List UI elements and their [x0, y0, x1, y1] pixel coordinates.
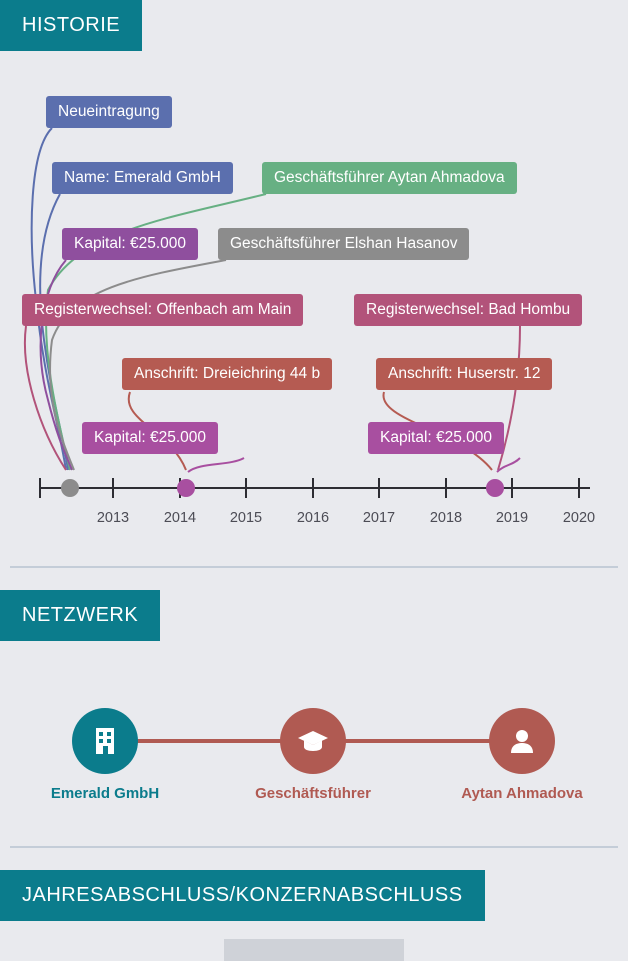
event-label-geschaeftsfuehrer-elshan[interactable]: Geschäftsführer Elshan Hasanov [218, 228, 469, 260]
network-node-company[interactable] [72, 708, 138, 774]
event-label-neueintragung[interactable]: Neueintragung [46, 96, 172, 128]
jahresabschluss-section [0, 870, 628, 961]
network-node-label-person: Aytan Ahmadova [461, 785, 583, 802]
network-node-label-role: Geschäftsführer [255, 785, 371, 802]
event-label-name[interactable]: Name: Emerald GmbH [52, 162, 233, 194]
axis-year-2017: 2017 [362, 510, 396, 526]
axis-year-2016: 2016 [296, 510, 330, 526]
event-label-registerwechsel-bad-homburg[interactable]: Registerwechsel: Bad Hombu [354, 294, 582, 326]
divider-2 [10, 846, 618, 848]
divider-1 [10, 566, 618, 568]
axis-year-2015: 2015 [229, 510, 263, 526]
event-label-anschrift-huserstr[interactable]: Anschrift: Huserstr. 12 [376, 358, 552, 390]
building-icon [92, 726, 118, 756]
network-node-person[interactable] [489, 708, 555, 774]
section-title-historie: HISTORIE [0, 0, 142, 51]
event-label-kapital-2[interactable]: Kapital: €25.000 [82, 422, 218, 454]
event-label-kapital-3[interactable]: Kapital: €25.000 [368, 422, 504, 454]
person-icon [509, 727, 535, 755]
netzwerk-header-row [0, 590, 628, 641]
jahres-placeholder-block [224, 939, 404, 961]
axis-year-2018: 2018 [429, 510, 463, 526]
jahres-header-row [0, 870, 628, 921]
event-label-anschrift-dreieichring[interactable]: Anschrift: Dreieichring 44 b [122, 358, 332, 390]
network-node-label-company: Emerald GmbH [50, 785, 160, 802]
network-node-role[interactable] [280, 708, 346, 774]
network-graph [0, 663, 628, 823]
section-title-netzwerk: NETZWERK [0, 590, 160, 641]
event-label-kapital-1[interactable]: Kapital: €25.000 [62, 228, 198, 260]
event-label-geschaeftsfuehrer-aytan[interactable]: Geschäftsführer Aytan Ahmadova [262, 162, 517, 194]
netzwerk-section [0, 590, 628, 840]
section-title-jahresabschluss: JAHRESABSCHLUSS/KONZERNABSCHLUSS [0, 870, 485, 921]
axis-year-2014: 2014 [163, 510, 197, 526]
axis-year-2020: 2020 [562, 510, 596, 526]
axis-year-2013: 2013 [96, 510, 130, 526]
event-label-registerwechsel-offenbach[interactable]: Registerwechsel: Offenbach am Main [22, 294, 303, 326]
graduation-cap-icon [297, 728, 329, 754]
axis-year-2019: 2019 [495, 510, 529, 526]
